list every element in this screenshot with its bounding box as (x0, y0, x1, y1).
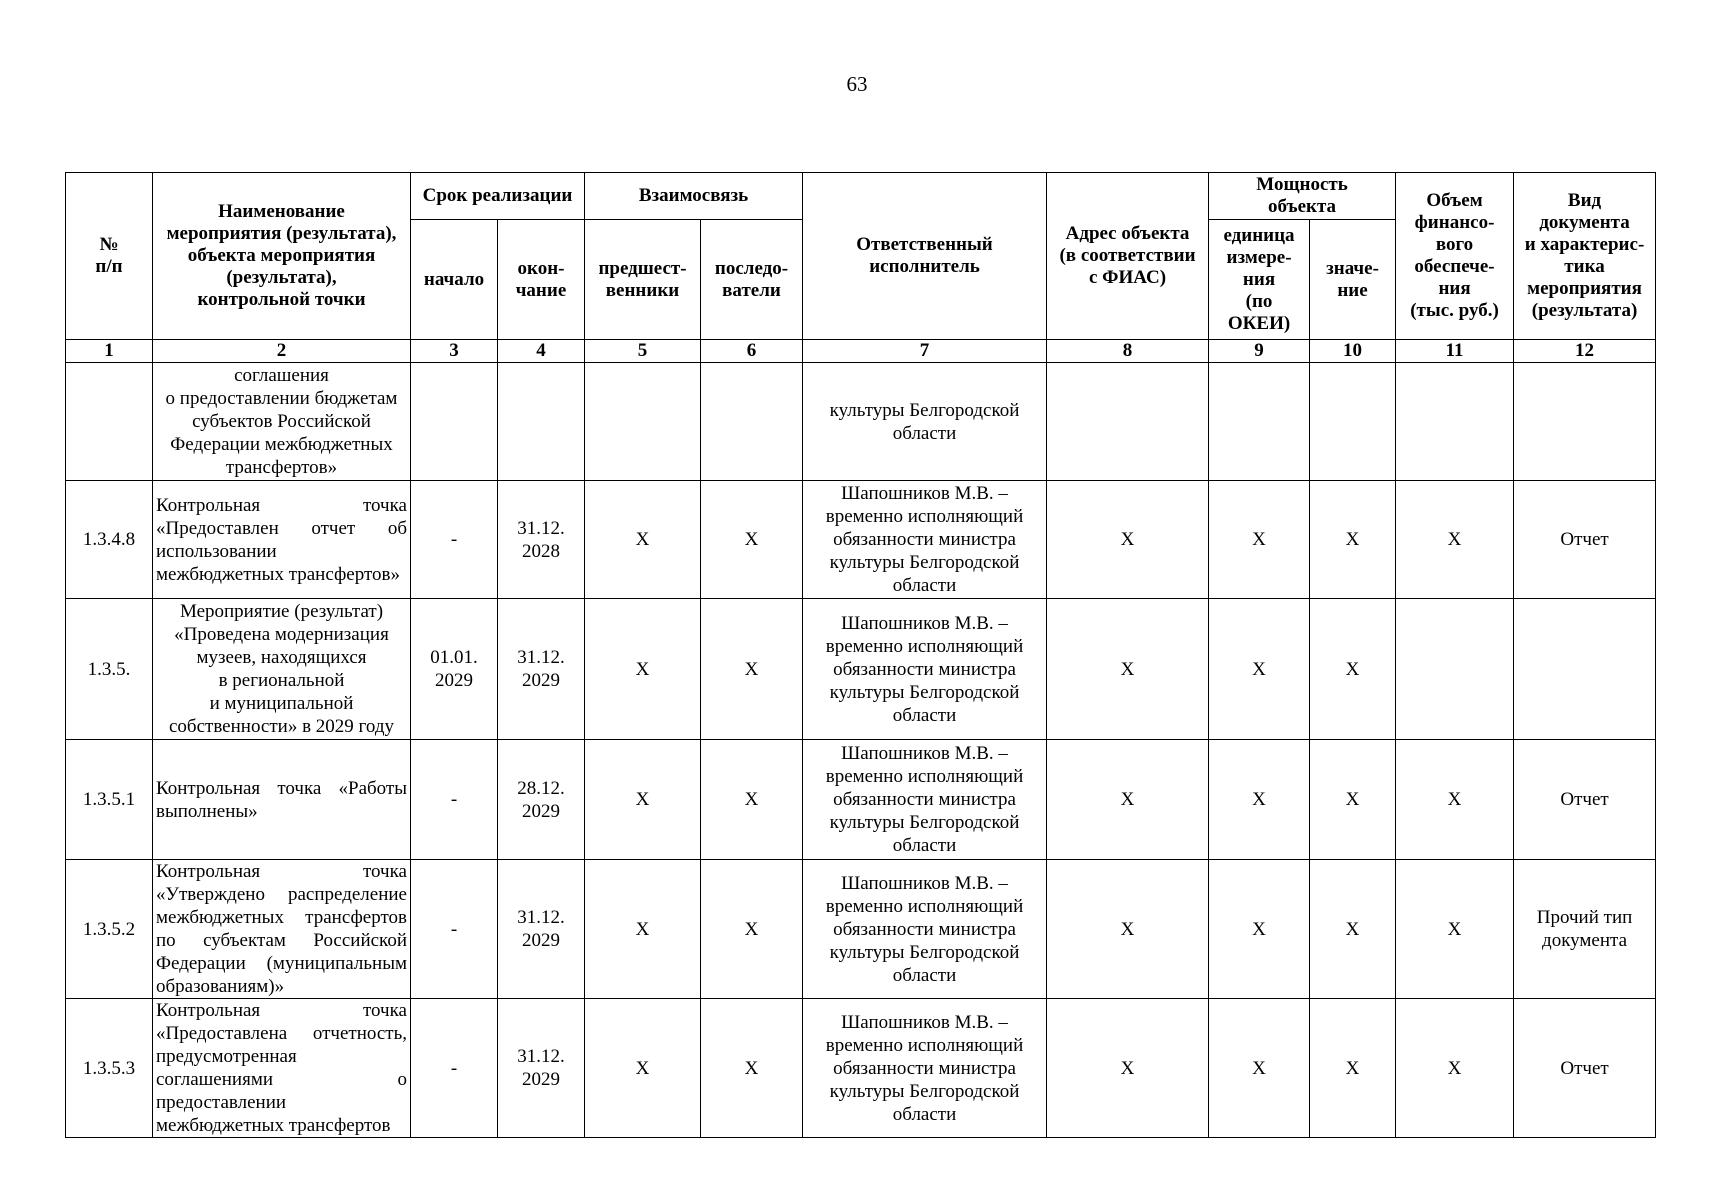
row-name: Контрольная точка «Предоставлен отчет об использовании межбюджетных трансфертов» (153, 481, 411, 599)
header-relation-prev: предшест- венники (585, 220, 701, 340)
row-address (1047, 363, 1209, 481)
row-num: 1.3.4.8 (66, 481, 153, 599)
row-finance: X (1396, 860, 1514, 999)
header-period-start: начало (411, 220, 498, 340)
row-next: X (701, 999, 803, 1138)
row-prev (585, 363, 701, 481)
row-value: X (1310, 740, 1396, 860)
row-executor: Шапошников М.В. – временно исполняющий обязанности министра культуры Белгородской области (803, 740, 1047, 860)
row-next (701, 363, 803, 481)
row-doc: Отчет (1514, 999, 1656, 1138)
row-prev: X (585, 740, 701, 860)
row-doc (1514, 599, 1656, 740)
row-executor: Шапошников М.В. – временно исполняющий обязанности министра культуры Белгородской области (803, 481, 1047, 599)
row-prev: X (585, 481, 701, 599)
column-number: 8 (1047, 340, 1209, 363)
row-finance: X (1396, 740, 1514, 860)
row-finance: X (1396, 999, 1514, 1138)
row-address: X (1047, 481, 1209, 599)
table-row (66, 999, 1656, 1138)
row-end: 28.12. 2029 (498, 740, 585, 860)
row-num: 1.3.5.2 (66, 860, 153, 999)
row-unit: X (1209, 860, 1310, 999)
row-num: 1.3.5. (66, 599, 153, 740)
row-start: - (411, 999, 498, 1138)
header-relation: Взаимосвязь (585, 173, 803, 220)
row-start: - (411, 740, 498, 860)
table-row (66, 481, 1656, 599)
row-name: Контрольная точка «Утверждено распределение межбюджетных трансфертов по субъектам Российской Федерации (муниципальным образованиям)» (153, 860, 411, 999)
row-prev: X (585, 860, 701, 999)
column-number: 1 (66, 340, 153, 363)
header-executor: Ответственный исполнитель (803, 173, 1047, 340)
header-period-end: окон- чание (498, 220, 585, 340)
row-prev: X (585, 999, 701, 1138)
table-row (66, 599, 1656, 740)
column-number: 2 (153, 340, 411, 363)
row-doc: Отчет (1514, 481, 1656, 599)
table-row (66, 363, 1656, 481)
row-start (411, 363, 498, 481)
row-address: X (1047, 860, 1209, 999)
column-number: 9 (1209, 340, 1310, 363)
column-number: 4 (498, 340, 585, 363)
row-name: Контрольная точка «Работы выполнены» (153, 740, 411, 860)
row-next: X (701, 860, 803, 999)
row-end (498, 363, 585, 481)
row-num: 1.3.5.1 (66, 740, 153, 860)
row-executor: Шапошников М.В. – временно исполняющий обязанности министра культуры Белгородской области (803, 599, 1047, 740)
row-end: 31.12. 2029 (498, 860, 585, 999)
column-number: 7 (803, 340, 1047, 363)
column-number: 5 (585, 340, 701, 363)
row-end: 31.12. 2028 (498, 481, 585, 599)
row-finance (1396, 599, 1514, 740)
row-executor: Шапошников М.В. – временно исполняющий обязанности министра культуры Белгородской области (803, 860, 1047, 999)
header-finance: Объем финансо- вого обеспече- ния (тыс. руб.) (1396, 173, 1514, 340)
column-number: 10 (1310, 340, 1396, 363)
row-executor: культуры Белгородской области (803, 363, 1047, 481)
row-value (1310, 363, 1396, 481)
row-finance (1396, 363, 1514, 481)
header-capacity: Мощность объекта (1209, 173, 1396, 220)
header-doc-type: Вид документа и характерис- тика мероприятия (результата) (1514, 173, 1656, 340)
table-row (66, 860, 1656, 999)
table-row (66, 740, 1656, 860)
row-prev: X (585, 599, 701, 740)
row-value: X (1310, 860, 1396, 999)
row-doc: Отчет (1514, 740, 1656, 860)
row-value: X (1310, 599, 1396, 740)
row-start: - (411, 481, 498, 599)
header-name: Наименование мероприятия (результата), объекта мероприятия (результата), контрольной точки (153, 173, 411, 340)
row-next: X (701, 740, 803, 860)
row-address: X (1047, 999, 1209, 1138)
row-doc (1514, 363, 1656, 481)
header-capacity-value: значе- ние (1310, 220, 1396, 340)
row-unit: X (1209, 999, 1310, 1138)
header-relation-next: последо- ватели (701, 220, 803, 340)
header-num: № п/п (66, 173, 153, 340)
column-number: 3 (411, 340, 498, 363)
row-name: Контрольная точка «Предоставлена отчетность, предусмотренная соглашениями о предоставлении межбюджетных трансфертов (153, 999, 411, 1138)
row-start: - (411, 860, 498, 999)
plan-table (65, 172, 1656, 1138)
column-number: 6 (701, 340, 803, 363)
row-num: 1.3.5.3 (66, 999, 153, 1138)
row-unit: X (1209, 599, 1310, 740)
row-name: соглашения о предоставлении бюджетам субъектов Российской Федерации межбюджетных трансфертов» (153, 363, 411, 481)
row-address: X (1047, 740, 1209, 860)
column-number: 12 (1514, 340, 1656, 363)
row-name: Мероприятие (результат) «Проведена модернизация музеев, находящихся в региональной и муниципальной собственности» в 2029 году (153, 599, 411, 740)
row-value: X (1310, 481, 1396, 599)
column-number: 11 (1396, 340, 1514, 363)
header-capacity-unit: единица измере- ния (по ОКЕИ) (1209, 220, 1310, 340)
row-next: X (701, 599, 803, 740)
row-start: 01.01. 2029 (411, 599, 498, 740)
row-next: X (701, 481, 803, 599)
row-end: 31.12. 2029 (498, 599, 585, 740)
row-unit: X (1209, 740, 1310, 860)
row-unit: X (1209, 481, 1310, 599)
row-executor: Шапошников М.В. – временно исполняющий обязанности министра культуры Белгородской области (803, 999, 1047, 1138)
row-num (66, 363, 153, 481)
row-value: X (1310, 999, 1396, 1138)
row-unit (1209, 363, 1310, 481)
page-number: 63 (846, 72, 868, 96)
row-end: 31.12. 2029 (498, 999, 585, 1138)
header-address: Адрес объекта (в соответствии с ФИАС) (1047, 173, 1209, 340)
row-finance: X (1396, 481, 1514, 599)
row-doc: Прочий тип документа (1514, 860, 1656, 999)
header-period: Срок реализации (411, 173, 585, 220)
row-address: X (1047, 599, 1209, 740)
